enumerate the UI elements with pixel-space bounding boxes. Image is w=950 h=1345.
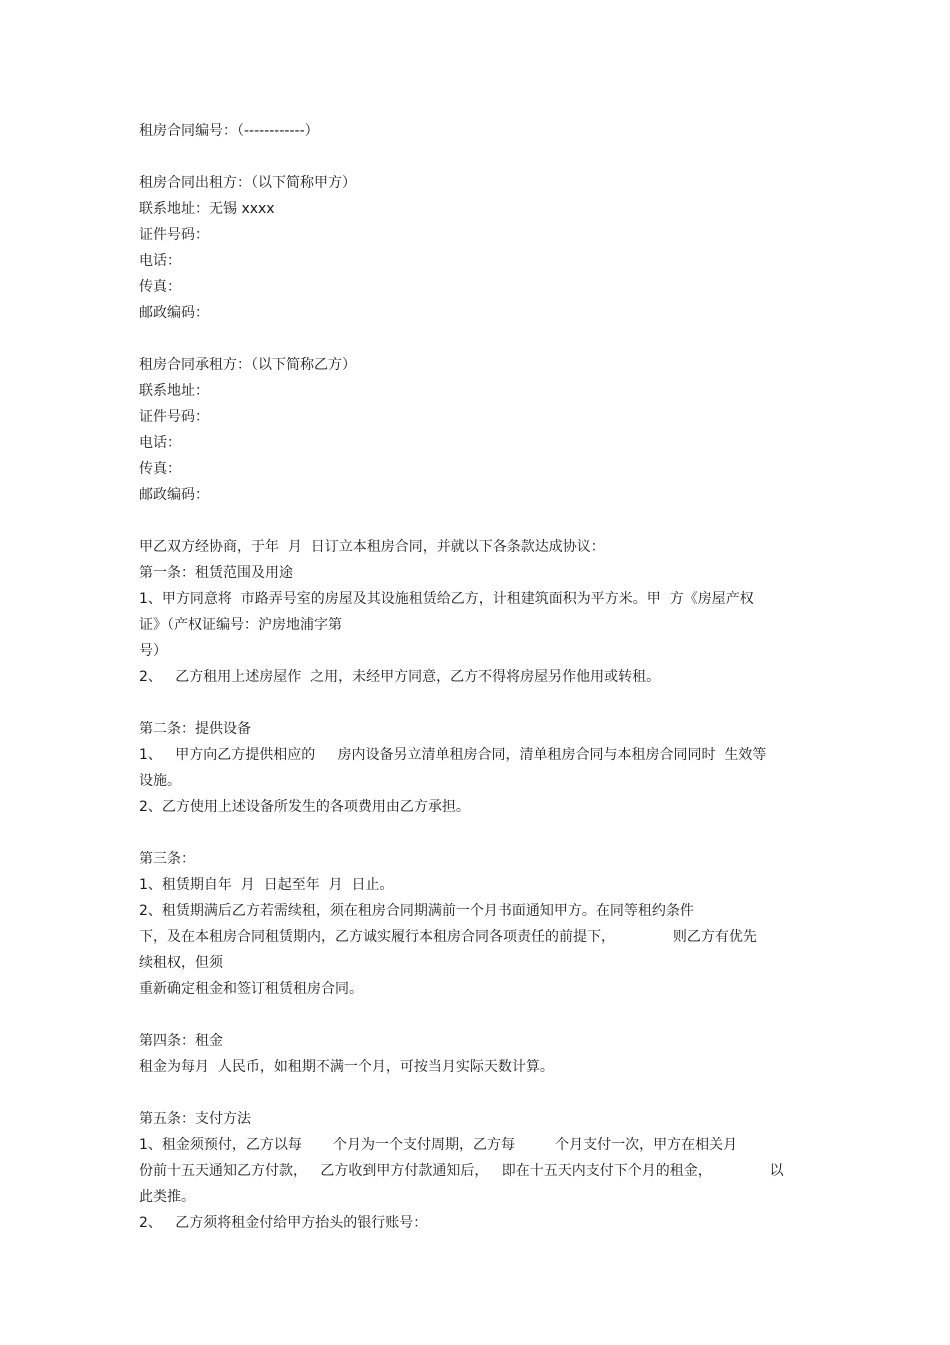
article5-item1-line2: 份前十五天通知乙方付款， 乙方收到甲方付款通知后， 即在十五天内支付下个月的租金， 以: [139, 1163, 784, 1179]
lessor-phone: 电话：: [139, 253, 181, 269]
spacer: [139, 1080, 819, 1106]
lessor-heading: 租房合同出租方：（以下简称甲方）: [139, 175, 356, 191]
article5-item1-line3: 此类推。: [139, 1189, 195, 1205]
article2-item1-line1: 1、 甲方向乙方提供相应的 房内设备另立清单租房合同，清单租房合同与本租房合同同时 生效等: [139, 747, 767, 763]
article4-body: 租金为每月 人民币，如租期不满一个月，可按当月实际天数计算。: [139, 1059, 554, 1075]
spacer: [139, 1002, 819, 1028]
article1-item1-line1: 1、甲方同意将 市路弄号室的房屋及其设施租赁给乙方，计租建筑面积为平方米。甲 方《房屋产权: [139, 591, 754, 607]
intro-paragraph: 甲乙双方经协商，于年 月 日订立本租房合同，并就以下各条款达成协议：: [139, 539, 605, 555]
article2-item1-line2: 设施。: [139, 773, 181, 789]
lessor-fax: 传真：: [139, 279, 181, 295]
lessee-heading: 租房合同承租方：（以下简称乙方）: [139, 357, 356, 373]
article3-item2-line1: 2、租赁期满后乙方若需续租，须在租房合同期满前一个月书面通知甲方。在同等租约条件: [139, 903, 694, 919]
lessee-postcode: 邮政编码：: [139, 487, 209, 503]
rental-contract-text: [139, 118, 819, 1236]
article3-item2-line3: 续租权，但须: [139, 955, 223, 971]
lessor-address: 联系地址：无锡 xxxx: [139, 201, 275, 217]
spacer: [139, 144, 819, 170]
article1-item1-line2: 证》（产权证编号：沪房地浦字第: [139, 617, 342, 633]
spacer: [139, 820, 819, 846]
article4-title: 第四条：租金: [139, 1033, 223, 1049]
article5-item2: 2、 乙方须将租金付给甲方抬头的银行账号：: [139, 1215, 428, 1231]
lessee-address: 联系地址：: [139, 383, 209, 399]
spacer: [139, 326, 819, 352]
article3-title: 第三条：: [139, 851, 195, 867]
article2-item2: 2、乙方使用上述设备所发生的各项费用由乙方承担。: [139, 799, 470, 815]
lessee-id-number: 证件号码：: [139, 409, 209, 425]
lessee-fax: 传真：: [139, 461, 181, 477]
article3-item1: 1、租赁期自年 月 日起至年 月 日止。: [139, 877, 394, 893]
article1-item2: 2、 乙方租用上述房屋作 之用，未经甲方同意，乙方不得将房屋另作他用或转租。: [139, 669, 661, 685]
lessor-postcode: 邮政编码：: [139, 305, 209, 321]
article3-item2-line2: 下，及在本租房合同租赁期内，乙方诚实履行本租房合同各项责任的前提下， 则乙方有优先: [139, 929, 757, 945]
article1-item1-line3: 号）: [139, 643, 167, 659]
spacer: [139, 690, 819, 716]
spacer: [139, 508, 819, 534]
lessee-phone: 电话：: [139, 435, 181, 451]
article5-item1-line1: 1、租金须预付，乙方以每 个月为一个支付周期，乙方每 个月支付一次，甲方在相关月: [139, 1137, 738, 1153]
contract-number-line: 租房合同编号：（------------）: [139, 123, 319, 139]
lessor-id-number: 证件号码：: [139, 227, 209, 243]
article1-title: 第一条：租赁范围及用途: [139, 565, 293, 581]
article5-title: 第五条：支付方法: [139, 1111, 251, 1127]
article2-title: 第二条：提供设备: [139, 721, 251, 737]
article3-item2-line4: 重新确定租金和签订租赁租房合同。: [139, 981, 363, 997]
